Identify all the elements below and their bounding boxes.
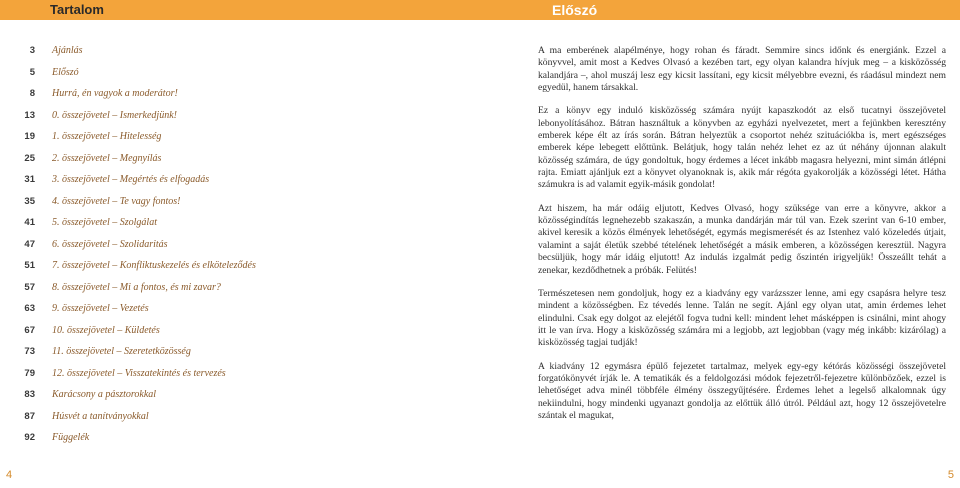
toc-page-number: 51 (24, 260, 35, 271)
toc-entry[interactable] (0, 109, 480, 123)
toc-title: 2. összejövetel – Megnyílás (52, 152, 162, 164)
toc-page-number: 63 (24, 303, 35, 314)
toc-page-number: 3 (29, 45, 35, 56)
toc-entry[interactable] (0, 302, 480, 316)
toc-page-number: 19 (24, 131, 35, 142)
paragraph: A ma emberének alapélménye, hogy rohan és fáradt. Semmire sincs időnk és energiánk. Ezzel a könyvvel, amit most a Kedves Olvasó a kezében tart, egy olyan kalandra hívjuk meg – a kisközösség kalandjára –, ahol muszáj lesz egy kicsit lassítani, egy kicsit mélyebbre evezni, és ráadásul mindezt nem egyedül, hanem társakkal. (538, 45, 946, 94)
paragraph: A kiadvány 12 egymásra épülő fejezetet tartalmaz, melyek egy-egy kétórás közösségi összejövetel forgatókönyvét írják le. A tematikák és a feldolgozási módok fejezetről-fejezetre különbözőek, ezzel is lehetőséget adva minél többféle élmény összegyűjtésére. Érdemes lehet a legelső alkalomnak úgy nekiindulni, hogy mindenki ugyanazt gondolja az előttük álló útról. Például azt, hogy 12 összejövetelre szántak el magukat, (538, 360, 946, 421)
toc-title: Ajánlás (52, 45, 83, 56)
toc-page-number: 25 (24, 152, 35, 164)
toc-entry[interactable] (0, 152, 480, 166)
toc-entry[interactable] (0, 388, 480, 402)
toc-page-number: 31 (24, 174, 35, 185)
toc-page-number: 79 (24, 367, 35, 379)
right-page (480, 0, 960, 488)
toc-title: 9. összejövetel – Vezetés (52, 303, 149, 314)
toc-title: 5. összejövetel – Szolgálat (52, 217, 157, 228)
toc-entry[interactable] (0, 238, 480, 252)
paragraph: Természetesen nem gondoljuk, hogy ez a kiadvány egy varázsszer lenne, ami egy csapásra helyre tesz mindent a közösségben. Ez tévedés lenne. Talán ne segít. Ajánl egy olyan utat, amin érdemes lehet elindulni. Csak egy dolgot az elejétől fogva tudni kell: mindent lehet másképpen is csinálni, mint ahogy itt le van írva. Hogy a kisközösség számára mi a legjobb, azt legjobban (vagy még inkább: kizárólag) a kisközösség tagjai tudják! (538, 287, 946, 349)
page-number: 5 (947, 469, 954, 481)
toc-title: 12. összejövetel – Visszatekintés és tervezés (52, 367, 226, 379)
toc-title: Hurrá, én vagyok a moderátor! (52, 88, 178, 99)
toc-title: 6. összejövetel – Szolidaritás (52, 238, 168, 250)
paragraph: Azt hiszem, ha már odáig eljutott, Kedves Olvasó, hogy szüksége van erre a könyvre, akkor a közösségindítás legnehezebb szakaszán, a munka dandárján már túl van. Ezek szerint van 6-10 ember, akivel keresik a közös élmények lehetőségét, egymás megismerését és az Istenhez való közeledés útjait, valamint a saját életük szebbé tételének lehetőségét a másik emberen, a közösségen keresztül. Nagyra becsüljük, hogy már idáig eljutott! Az indulás izgalmát pedig őszintén irigyeljük! Összeállt tehát a zenekar, kezdődhetnek a próbák. Felütés! (538, 202, 946, 276)
toc-title: Előszó (52, 66, 79, 78)
toc-page-number: 83 (24, 389, 35, 400)
toc-entry[interactable] (0, 87, 480, 101)
toc-page-number: 73 (24, 346, 35, 357)
body-text (538, 45, 946, 433)
toc-heading: Tartalom (50, 2, 104, 17)
toc-page-number: 13 (24, 109, 35, 121)
toc-title: 1. összejövetel – Hitelesség (52, 131, 162, 142)
toc-entry[interactable] (0, 44, 480, 58)
toc-page-number: 8 (29, 88, 35, 99)
toc-title: 8. összejövetel – Mi a fontos, és mi zavar? (52, 281, 221, 293)
toc-title: 0. összejövetel – Ismerkedjünk! (52, 109, 177, 121)
toc-entry[interactable] (0, 259, 480, 273)
toc-page-number: 92 (24, 432, 35, 443)
toc-entry[interactable] (0, 66, 480, 80)
toc-entry[interactable] (0, 216, 480, 230)
toc-page-number: 87 (24, 410, 35, 422)
toc-entry[interactable] (0, 195, 480, 209)
toc-entry[interactable] (0, 324, 480, 338)
paragraph: Ez a könyv egy induló kisközösség számára nyújt kapaszkodót az első tucatnyi összejövetel lebonyolításához. Bátran használtuk a könyvben az egyházi nyelvezetet, mert a fejünkben keresztény emberek képe élt az írás során. Bátran helyeztük a csoportot nehéz szituációkba is, mert egészséges emberek képe lebegett előttünk. Belátjuk, hogy talán nehéz lehet ez az út néhány újonnan alakult közösség számára, de úgy gondoltuk, hogy érdemes a lécet inkább magasra helyezni, mint simán átlépni rajta. Emiatt ajánljuk ezt a könyvet olyanoknak is, akik már régóta gyakorolják a közösségi létet. Hátha számukra is ad valamit egyik-másik gondolat! (538, 105, 946, 191)
toc-entry[interactable] (0, 281, 480, 295)
toc-entry[interactable] (0, 345, 480, 359)
chapter-heading: Előszó (552, 2, 598, 18)
page-number: 4 (6, 469, 13, 481)
toc-entry[interactable] (0, 410, 480, 424)
toc-page-number: 57 (24, 281, 35, 293)
toc-page-number: 47 (24, 238, 35, 250)
toc-title: Húsvét a tanítványokkal (52, 410, 149, 422)
toc-entry[interactable] (0, 173, 480, 187)
toc-page-number: 41 (24, 217, 35, 228)
toc-title: 11. összejövetel – Szeretetközösség (52, 346, 191, 357)
toc-page-number: 35 (24, 195, 35, 207)
toc-page-number: 5 (29, 66, 35, 78)
toc-entry[interactable] (0, 431, 480, 445)
toc-title: 10. összejövetel – Küldetés (52, 324, 160, 336)
toc-title: Függelék (52, 432, 90, 443)
toc-title: 4. összejövetel – Te vagy fontos! (52, 195, 181, 207)
toc-title: 7. összejövetel – Konfliktuskezelés és elköteleződés (52, 260, 256, 271)
toc-entry[interactable] (0, 130, 480, 144)
toc-page-number: 67 (24, 324, 35, 336)
toc-entry[interactable] (0, 367, 480, 381)
toc-title: 3. összejövetel – Megértés és elfogadás (52, 174, 210, 185)
toc-title: Karácsony a pásztorokkal (52, 389, 157, 400)
